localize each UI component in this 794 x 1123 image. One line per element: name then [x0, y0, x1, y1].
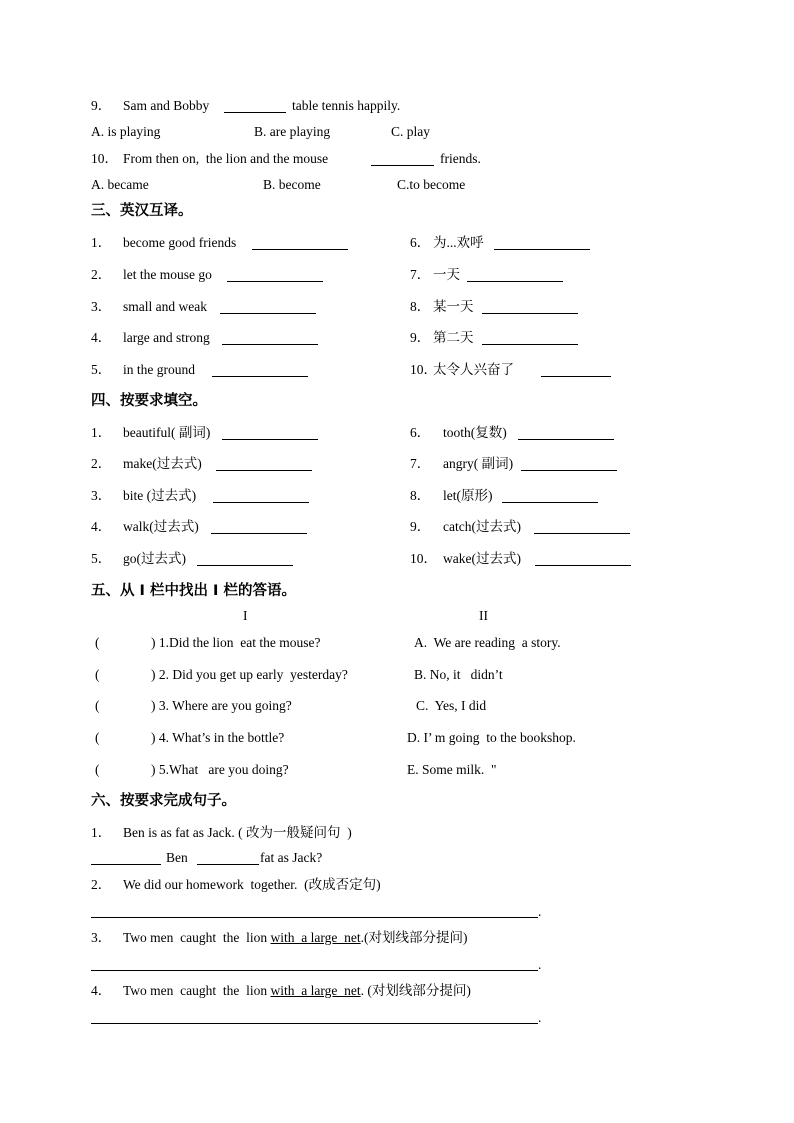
s3-item-1-text: become good friends — [123, 235, 237, 250]
s6-q3-period: . — [538, 957, 542, 972]
s5-row-5-answer: E. Some milk. " — [407, 762, 497, 777]
s4-item-3-blank[interactable] — [213, 502, 309, 503]
s3-item-3-blank[interactable] — [220, 313, 316, 314]
s3-item-7-text: 一天 — [433, 267, 460, 282]
s5-row-4-answer: D. I’ m going to the bookshop. — [407, 730, 576, 745]
s6-q2-period: . — [538, 904, 542, 919]
q10-number: 10． — [91, 151, 118, 166]
s6-q4-text-post: . (对划线部分提问) — [360, 983, 471, 998]
column-i-label: I — [243, 608, 248, 623]
s4-item-9-number: 9． — [410, 519, 431, 534]
s3-item-7-number: 7． — [410, 267, 431, 282]
s6-q1-answer-word: Ben — [166, 850, 188, 865]
s6-q2-text: We did our homework together. (改成否定句) — [123, 877, 381, 892]
q10-option-b[interactable]: B. become — [263, 177, 321, 192]
s3-item-7-blank[interactable] — [467, 281, 563, 282]
s3-item-4-text: large and strong — [123, 330, 210, 345]
s4-item-4-text: walk(过去式) — [123, 519, 199, 534]
s6-q3-text-pre: Two men caught the lion — [123, 930, 271, 945]
s5-row-3-question: ) 3. Where are you going? — [151, 698, 292, 713]
q9-option-b[interactable]: B. are playing — [254, 124, 331, 139]
s5-row-3-paren[interactable]: ( — [95, 698, 100, 713]
s4-item-3-text: bite (过去式) — [123, 488, 197, 503]
q10-blank[interactable] — [371, 165, 434, 166]
section4-heading: 四、按要求填空。 — [91, 393, 207, 409]
q9-blank[interactable] — [224, 112, 286, 113]
s3-item-1-number: 1． — [91, 235, 112, 250]
s4-item-1-text: beautiful( 副词) — [123, 425, 211, 440]
s6-q2-number: 2． — [91, 877, 112, 892]
s5-row-4-question: ) 4. What’s in the bottle? — [151, 730, 285, 745]
s6-q3-text — [123, 930, 468, 946]
s3-item-10-number: 10． — [410, 362, 437, 377]
s5-row-2-question: ) 2. Did you get up early yesterday? — [151, 667, 348, 682]
s4-item-2-text: make(过去式) — [123, 456, 202, 471]
s3-item-2-text: let the mouse go — [123, 267, 212, 282]
s3-item-5-text: in the ground — [123, 362, 195, 377]
s4-item-6-blank[interactable] — [518, 439, 614, 440]
s6-q4-number: 4． — [91, 983, 112, 998]
s4-item-7-number: 7． — [410, 456, 431, 471]
s3-item-2-number: 2． — [91, 267, 112, 282]
s6-q4-answer-line[interactable] — [91, 1023, 538, 1024]
s3-item-10-blank[interactable] — [541, 376, 611, 377]
s4-item-4-number: 4． — [91, 519, 112, 534]
s5-row-1-paren[interactable]: ( — [95, 635, 100, 650]
s6-q4-text — [123, 983, 471, 999]
s5-row-2-answer: B. No, it didn’t — [414, 667, 503, 682]
s6-q3-text-post: .(对划线部分提问) — [360, 930, 468, 945]
s6-q4-period: . — [538, 1010, 542, 1025]
s4-item-7-blank[interactable] — [521, 470, 617, 471]
s3-item-9-blank[interactable] — [482, 344, 578, 345]
s3-item-6-number: 6． — [410, 235, 431, 250]
s4-item-9-text: catch(过去式) — [443, 519, 521, 534]
s4-item-9-blank[interactable] — [534, 533, 630, 534]
q10-option-c[interactable]: C.to become — [397, 177, 466, 192]
s6-q3-underlined: with a large net — [270, 930, 361, 945]
s3-item-6-text: 为...欢呼 — [433, 235, 484, 250]
s5-row-1-question: ) 1.Did the lion eat the mouse? — [151, 635, 321, 650]
s4-item-3-number: 3． — [91, 488, 112, 503]
s6-q3-number: 3． — [91, 930, 112, 945]
q10-stem-end: friends. — [440, 151, 481, 166]
s4-item-10-number: 10． — [410, 551, 437, 566]
s6-q4-underlined: with a large net — [270, 983, 361, 998]
section6-heading: 六、按要求完成句子。 — [91, 793, 236, 809]
section5-heading: 五、从 I 栏中找出 I 栏的答语。 — [91, 583, 296, 599]
s6-q1-text: Ben is as fat as Jack. ( 改为一般疑问句 ) — [123, 825, 352, 840]
s3-item-4-number: 4． — [91, 330, 112, 345]
s4-item-7-text: angry( 副词) — [443, 456, 514, 471]
s4-item-1-number: 1． — [91, 425, 112, 440]
s4-item-1-blank[interactable] — [222, 439, 318, 440]
s3-item-9-text: 第二天 — [433, 330, 474, 345]
q9-stem: Sam and Bobby — [123, 98, 210, 113]
s3-item-5-blank[interactable] — [212, 376, 308, 377]
s4-item-6-text: tooth(复数) — [443, 425, 507, 440]
s3-item-5-number: 5． — [91, 362, 112, 377]
s5-row-5-paren[interactable]: ( — [95, 762, 100, 777]
s3-item-9-number: 9． — [410, 330, 431, 345]
s4-item-10-text: wake(过去式) — [443, 551, 521, 566]
s6-q3-answer-line[interactable] — [91, 970, 538, 971]
s6-q4-text-pre: Two men caught the lion — [123, 983, 271, 998]
s3-item-6-blank[interactable] — [494, 249, 590, 250]
s5-row-4-paren[interactable]: ( — [95, 730, 100, 745]
s3-item-8-blank[interactable] — [482, 313, 578, 314]
s3-item-8-text: 某一天 — [433, 299, 474, 314]
s6-q2-answer-line[interactable] — [91, 917, 538, 918]
s3-item-3-text: small and weak — [123, 299, 207, 314]
s4-item-8-text: let(原形) — [443, 488, 493, 503]
s6-q1-blank-2[interactable] — [197, 864, 259, 865]
s3-item-8-number: 8． — [410, 299, 431, 314]
s3-item-1-blank[interactable] — [252, 249, 348, 250]
section3-heading: 三、英汉互译。 — [91, 203, 193, 219]
q9-stem-end: table tennis happily. — [292, 98, 401, 113]
s4-item-8-number: 8． — [410, 488, 431, 503]
s4-item-5-blank[interactable] — [197, 565, 293, 566]
s5-row-1-answer: A. We are reading a story. — [414, 635, 561, 650]
column-ii-label: II — [479, 608, 488, 623]
s4-item-4-blank[interactable] — [211, 533, 307, 534]
s4-item-8-blank[interactable] — [502, 502, 598, 503]
q10-option-a[interactable]: A. became — [91, 177, 149, 192]
q9-option-c[interactable]: C. play — [391, 124, 430, 139]
s3-item-4-blank[interactable] — [222, 344, 318, 345]
q9-number: 9． — [91, 98, 112, 113]
s5-row-3-answer: C. Yes, I did — [416, 698, 487, 713]
s4-item-2-blank[interactable] — [216, 470, 312, 471]
q9-option-a[interactable]: A. is playing — [91, 124, 161, 139]
s3-item-10-text: 太令人兴奋了 — [433, 362, 514, 377]
s4-item-5-text: go(过去式) — [123, 551, 186, 566]
s6-q1-answer-end: fat as Jack? — [260, 850, 323, 865]
s4-item-5-number: 5． — [91, 551, 112, 566]
s4-item-6-number: 6． — [410, 425, 431, 440]
s4-item-10-blank[interactable] — [535, 565, 631, 566]
s4-item-2-number: 2． — [91, 456, 112, 471]
s3-item-3-number: 3． — [91, 299, 112, 314]
s3-item-2-blank[interactable] — [227, 281, 323, 282]
s5-row-2-paren[interactable]: ( — [95, 667, 100, 682]
s6-q1-number: 1． — [91, 825, 112, 840]
q10-stem: From then on, the lion and the mouse — [123, 151, 329, 166]
s5-row-5-question: ) 5.What are you doing? — [151, 762, 289, 777]
s6-q1-blank-1[interactable] — [91, 864, 161, 865]
